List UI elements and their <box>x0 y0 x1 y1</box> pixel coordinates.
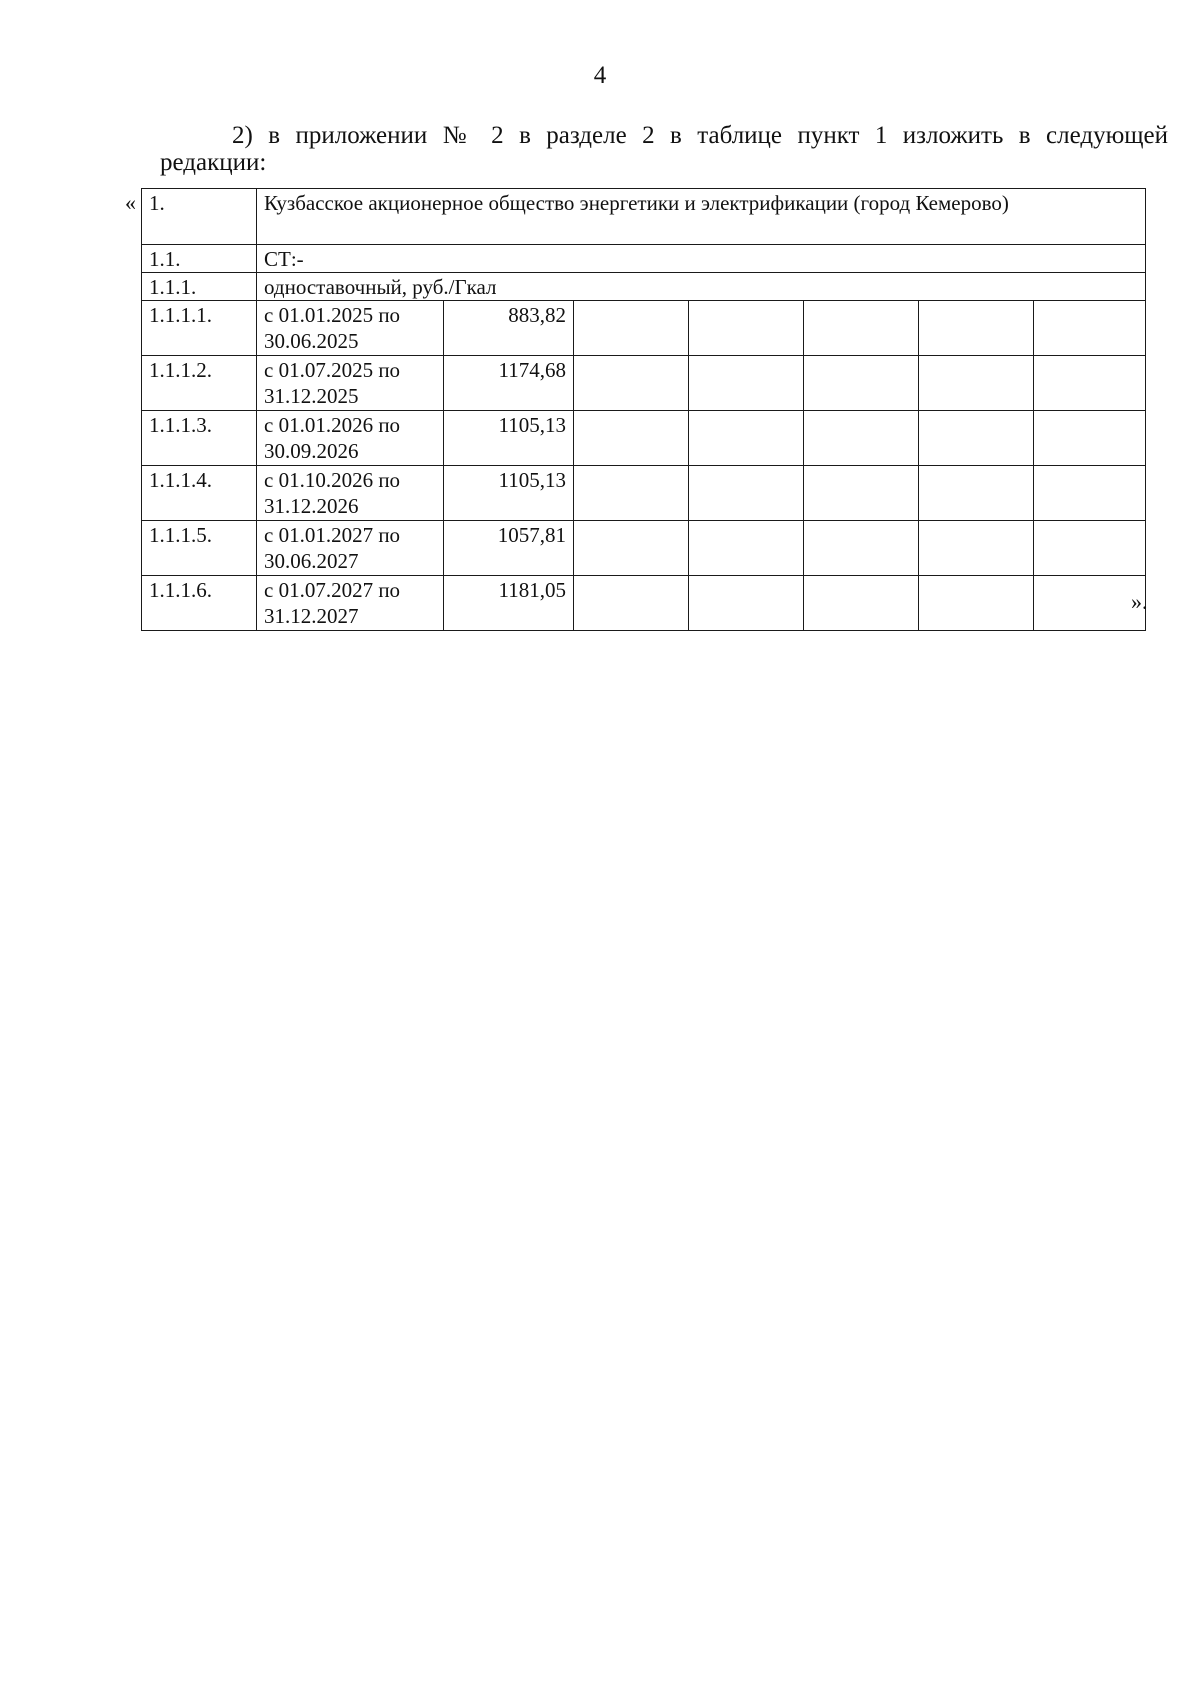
empty-cell <box>1034 521 1146 576</box>
table-row-header <box>142 189 1146 245</box>
value-cell: 1181,05 <box>444 576 574 631</box>
table-row-subsection <box>142 245 1146 273</box>
subsection-label: СТ:- <box>257 245 1146 273</box>
empty-cell <box>1034 356 1146 411</box>
empty-cell <box>804 521 919 576</box>
table-row <box>142 521 1146 576</box>
empty-cell <box>919 466 1034 521</box>
period-cell: с 01.01.2025 по 30.06.2025 <box>257 301 444 356</box>
table-row-tariff-type <box>142 273 1146 301</box>
empty-cell <box>804 411 919 466</box>
intro-line-1: 2) в приложении № 2 в разделе 2 в таблице пункт 1 изложить в следующей <box>232 122 1168 149</box>
empty-cell <box>919 356 1034 411</box>
row-number: 1.1.1.5. <box>142 521 257 576</box>
value-cell: 883,82 <box>444 301 574 356</box>
period-cell: с 01.07.2025 по 31.12.2025 <box>257 356 444 411</box>
empty-cell <box>574 411 689 466</box>
empty-cell <box>919 521 1034 576</box>
opening-quote: « <box>125 190 136 215</box>
period-cell: с 01.01.2026 по 30.09.2026 <box>257 411 444 466</box>
period-cell: с 01.10.2026 по 31.12.2026 <box>257 466 444 521</box>
empty-cell <box>574 356 689 411</box>
row-number: 1. <box>142 189 257 245</box>
empty-cell <box>689 466 804 521</box>
row-number: 1.1.1.2. <box>142 356 257 411</box>
row-number: 1.1.1. <box>142 273 257 301</box>
empty-cell <box>919 411 1034 466</box>
row-number: 1.1.1.1. <box>142 301 257 356</box>
value-cell: 1057,81 <box>444 521 574 576</box>
organization-name: Кузбасское акционерное общество энергетики и электрификации (город Кемерово) <box>257 189 1146 245</box>
page-number: 4 <box>593 62 607 89</box>
row-number: 1.1.1.4. <box>142 466 257 521</box>
table-row <box>142 576 1146 631</box>
empty-cell <box>804 466 919 521</box>
empty-cell <box>804 576 919 631</box>
value-cell: 1174,68 <box>444 356 574 411</box>
empty-cell <box>804 301 919 356</box>
tariff-type-label: одноставочный, руб./Гкал <box>257 273 1146 301</box>
empty-cell <box>919 576 1034 631</box>
empty-cell <box>574 466 689 521</box>
tariff-table <box>141 188 1146 631</box>
empty-cell <box>689 521 804 576</box>
empty-cell <box>689 576 804 631</box>
empty-cell <box>689 301 804 356</box>
intro-paragraph <box>160 122 1168 176</box>
row-number: 1.1.1.3. <box>142 411 257 466</box>
empty-cell <box>574 301 689 356</box>
empty-cell <box>574 576 689 631</box>
period-cell: с 01.07.2027 по 31.12.2027 <box>257 576 444 631</box>
empty-cell <box>689 356 804 411</box>
intro-line-2: редакции: <box>160 149 267 176</box>
empty-cell <box>689 411 804 466</box>
empty-cell <box>574 521 689 576</box>
closing-quote: ». <box>1131 589 1148 614</box>
table-row <box>142 466 1146 521</box>
row-number: 1.1.1.6. <box>142 576 257 631</box>
value-cell: 1105,13 <box>444 411 574 466</box>
empty-cell <box>804 356 919 411</box>
empty-cell <box>1034 411 1146 466</box>
row-number: 1.1. <box>142 245 257 273</box>
empty-cell <box>1034 576 1146 631</box>
value-cell: 1105,13 <box>444 466 574 521</box>
empty-cell <box>1034 466 1146 521</box>
empty-cell <box>1034 301 1146 356</box>
table-row <box>142 301 1146 356</box>
table-row <box>142 411 1146 466</box>
table-row <box>142 356 1146 411</box>
empty-cell <box>919 301 1034 356</box>
period-cell: с 01.01.2027 по 30.06.2027 <box>257 521 444 576</box>
